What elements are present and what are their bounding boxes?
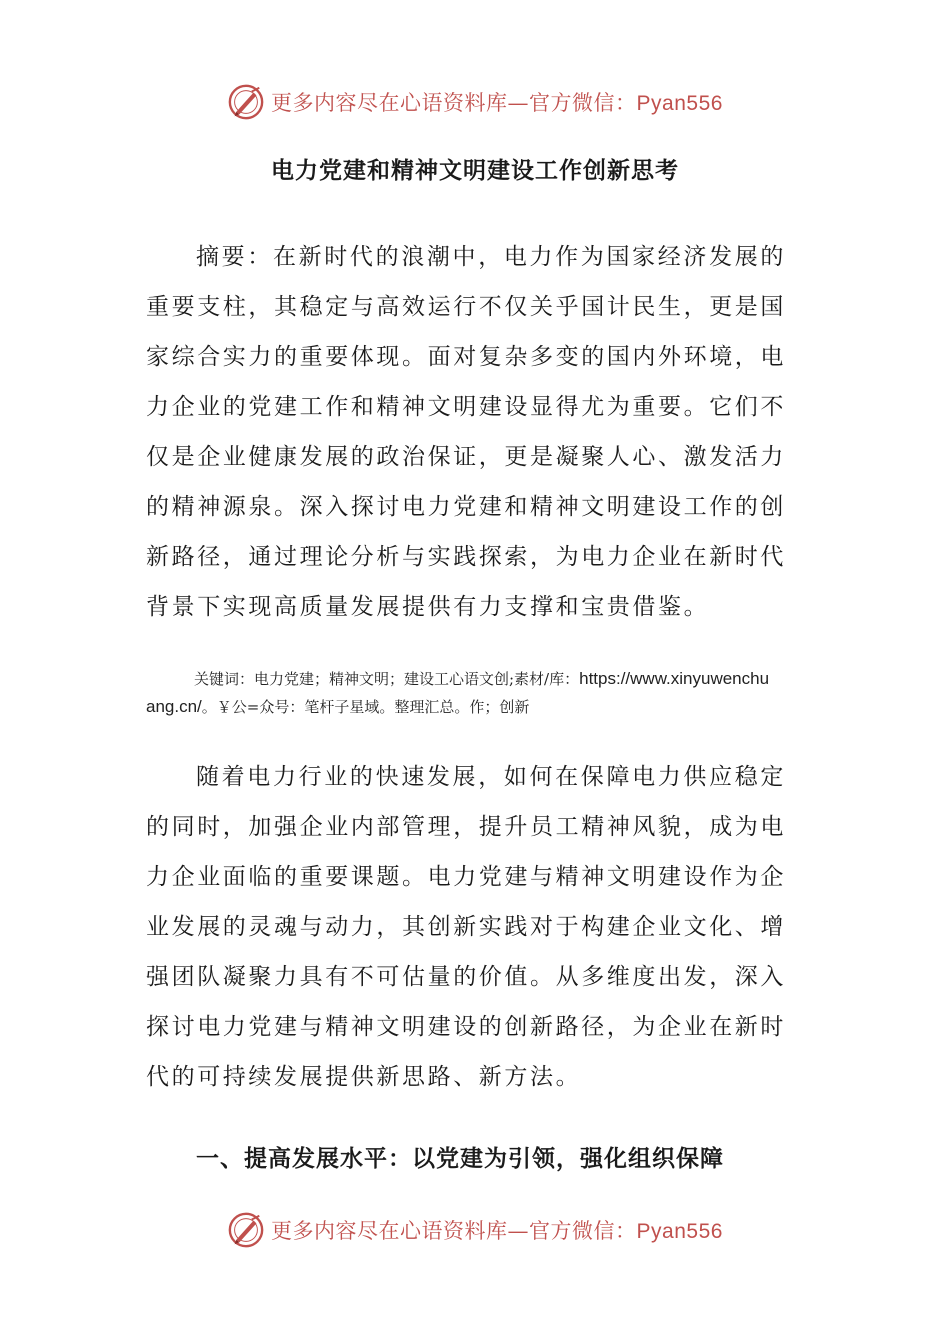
watermark-text: 更多内容尽在心语资料库—官方微信：Pyan556: [271, 1219, 723, 1243]
section-heading: 一、提高发展水平：以党建为引领，强化组织保障: [196, 1145, 724, 1172]
keywords-line: [146, 665, 776, 721]
watermark-banner-bottom: [0, 1210, 950, 1250]
pen-logo-icon: [227, 83, 265, 121]
pen-logo-icon: [227, 1211, 265, 1249]
document-title: 电力党建和精神文明建设工作创新思考: [271, 157, 679, 184]
abstract-paragraph: 摘要：在新时代的浪潮中，电力作为国家经济发展的重要支柱，其稳定与高效运行不仅关乎国计民生，更是国家综合实力的重要体现。面对复杂多变的国内外环境，电力企业的党建工作和精神文明建设显得尤为重要。它们不仅是企业健康发展的政治保证，更是凝聚人心、激发活力的精神源泉。深入探讨电力党建和精神文明建设工作的创新路径，通过理论分析与实践探索，为电力企业在新时代背景下实现高质量发展提供有力支撑和宝贵借鉴。: [146, 244, 786, 620]
keywords-url: https://www.xinyuwenchuang.cn/: [146, 669, 770, 716]
watermark-text: 更多内容尽在心语资料库—官方微信：Pyan556: [271, 91, 723, 115]
keywords-prefix: 关键词：电力党建；精神文明；建设工心语文创;素材/库：: [194, 670, 580, 688]
watermark-banner-top: [0, 82, 950, 122]
intro-paragraph: 随着电力行业的快速发展，如何在保障电力供应稳定的同时，加强企业内部管理，提升员工精神风貌，成为电力企业面临的重要课题。电力党建与精神文明建设作为企业发展的灵魂与动力，其创新实践对于构建企业文化、增强团队凝聚力具有不可估量的价值。从多维度出发，深入探讨电力党建与精神文明建设的创新路径，为企业在新时代的可持续发展提供新思路、新方法。: [146, 764, 786, 1090]
keywords-suffix: 。￥公=众号：笔杆子星域。整理汇总。作；创新: [201, 698, 530, 716]
